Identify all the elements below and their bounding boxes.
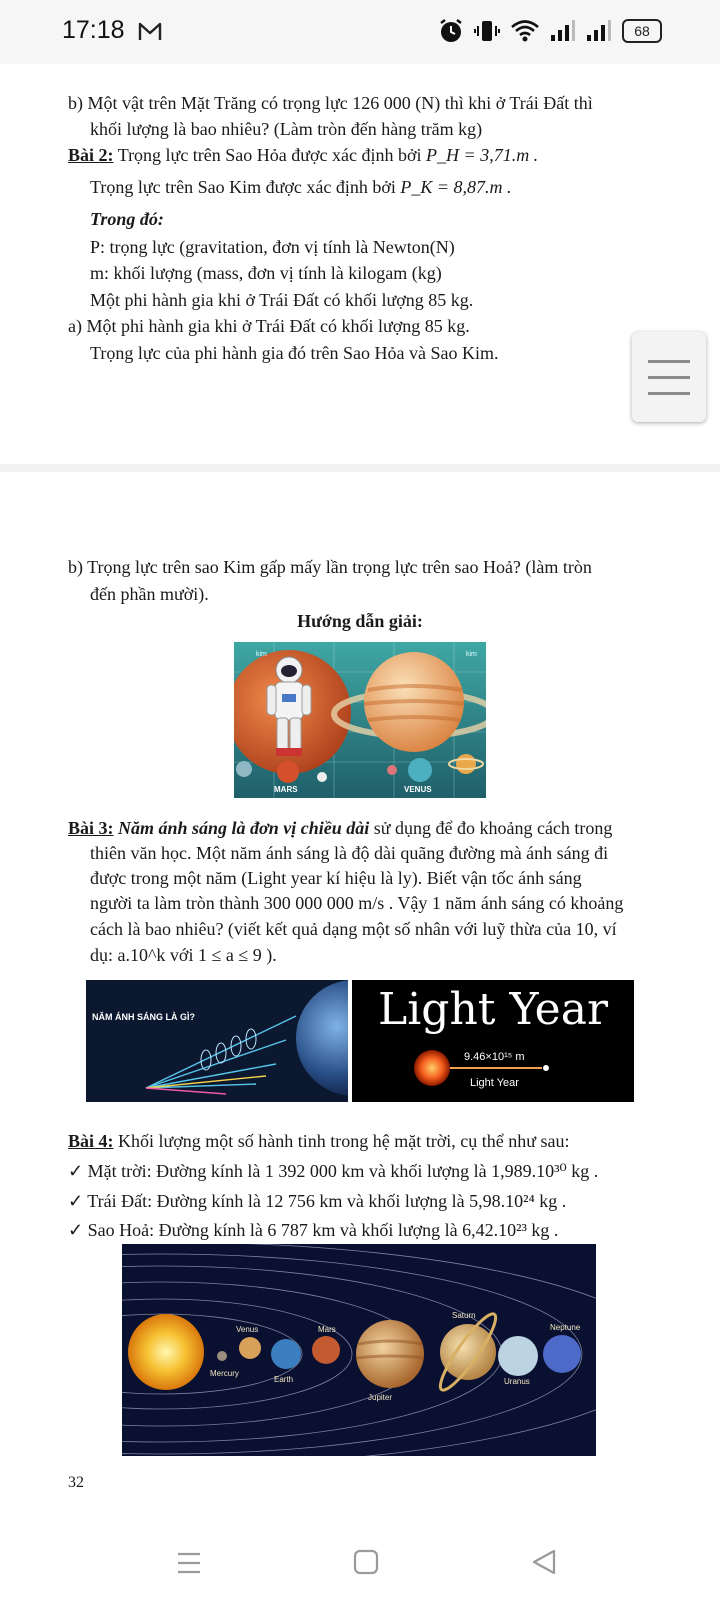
heading: Trong đó: <box>90 209 164 229</box>
planet-label: Uranus <box>504 1377 530 1386</box>
planet-label: Mercury <box>210 1369 239 1378</box>
light-year-value: 9.46×10¹⁵ m <box>464 1051 525 1063</box>
gmail-icon <box>138 20 162 42</box>
planet-label: Mars <box>318 1325 336 1334</box>
menu-line-icon <box>648 376 690 379</box>
menu-line-icon <box>648 360 690 363</box>
text-line: khối lượng là bao nhiêu? (Làm tròn đến hàng trăm kg) <box>90 119 483 139</box>
venus-label: VENUS <box>404 785 432 794</box>
part-a: a) Một phi hành gia khi ở Trái Đất có khối lượng 85 kg. <box>68 316 470 336</box>
text: sử dụng để đo khoảng cách trong <box>369 818 613 838</box>
definition-p: P: trọng lực (gravitation, đơn vị tính là Newton(N) <box>90 237 455 257</box>
signal-icon-2 <box>586 19 612 43</box>
formula: P_K = 8,87.m . <box>400 177 512 197</box>
home-icon[interactable] <box>352 1548 380 1576</box>
poster-caption: Light Year <box>470 1077 519 1089</box>
list-item: ✓ Mặt trời: Đường kính là 1 392 000 km và khối lượng là 1,989.10³⁰ kg . <box>68 1161 599 1181</box>
text-line: Trọng lực của phi hành gia đó trên Sao Hỏa và Sao Kim. <box>90 343 499 363</box>
exercise-3 <box>68 817 612 839</box>
text-line: dụ: a.10^k với 1 ≤ a ≤ 9 ). <box>90 945 277 965</box>
floating-menu-button[interactable] <box>632 332 706 422</box>
text-line <box>90 176 512 198</box>
part-b: b) Trọng lực trên sao Kim gấp mấy lần trọng lực trên sao Hoả? (làm tròn <box>68 557 592 577</box>
document-page-2 <box>0 472 720 1530</box>
back-icon[interactable] <box>530 1548 558 1576</box>
exercise-4 <box>68 1130 570 1152</box>
text-line: đến phần mười). <box>90 584 209 604</box>
bold-text: Năm ánh sáng là đơn vị chiều dài <box>118 818 370 838</box>
planet-label: Earth <box>274 1375 294 1384</box>
menu-line-icon <box>648 392 690 395</box>
exercise-label: Bài 4: <box>68 1131 114 1151</box>
recent-apps-icon[interactable] <box>176 1550 202 1576</box>
exercise-2 <box>68 144 538 166</box>
light-year-diagram <box>86 980 348 1102</box>
exercise-label: Bài 2: <box>68 145 114 165</box>
text-line: người ta làm tròn thành 300 000 000 m/s . Vậy 1 năm ánh sáng có khoảng <box>90 893 624 913</box>
page-number: 32 <box>68 1474 84 1491</box>
planet-label: Saturn <box>452 1311 476 1320</box>
mars-label: MARS <box>274 785 298 794</box>
text: Trọng lực trên Sao Hỏa được xác định bởi <box>117 145 422 165</box>
planet-label: Jupiter <box>368 1393 393 1402</box>
alarm-icon <box>438 18 464 44</box>
battery-indicator: 68 <box>622 19 662 43</box>
diagram-title: NĂM ÁNH SÁNG LÀ GÌ? <box>92 1012 195 1022</box>
light-year-poster <box>352 980 634 1102</box>
text: Trọng lực trên Sao Kim được xác định bởi <box>90 177 396 197</box>
vibrate-icon <box>474 18 500 44</box>
chart-label: kim <box>466 651 477 658</box>
guide-title: Hướng dẫn giải: <box>297 611 423 631</box>
formula: P_H = 3,71.m . <box>426 145 539 165</box>
clock: 17:18 <box>62 16 125 44</box>
status-icons <box>438 16 662 46</box>
mars-venus-illustration <box>234 642 486 798</box>
wifi-icon <box>510 18 540 44</box>
text-line: cách là bao nhiêu? (viết kết quả dạng một số nhân với luỹ thừa của 10, ví <box>90 919 617 939</box>
definition-m: m: khối lượng (mass, đơn vị tính là kilogam (kg) <box>90 263 442 283</box>
list-item: ✓ Trái Đất: Đường kính là 12 756 km và khối lượng là 5,98.10²⁴ kg . <box>68 1191 567 1211</box>
text: Khối lượng một số hành tinh trong hệ mặt trời, cụ thể như sau: <box>118 1131 570 1151</box>
text-line: b) Một vật trên Mặt Trăng có trọng lực 126 000 (N) thì khi ở Trái Đất thì <box>68 93 593 113</box>
planet-label: Venus <box>236 1325 259 1334</box>
text-line: thiên văn học. Một năm ánh sáng là độ dài quãng đường mà ánh sáng đi <box>90 843 609 863</box>
text-line: Một phi hành gia khi ở Trái Đất có khối lượng 85 kg. <box>90 290 474 310</box>
poster-title: Light Year <box>378 984 608 1035</box>
document-page-1 <box>0 64 720 464</box>
signal-icon-1 <box>550 19 576 43</box>
list-item: ✓ Sao Hoả: Đường kính là 6 787 km và khối lượng là 6,42.10²³ kg . <box>68 1220 559 1240</box>
text-line: được trong một năm (Light year kí hiệu là ly). Biết vận tốc ánh sáng <box>90 868 582 888</box>
navigation-bar <box>0 1530 720 1612</box>
solar-system-image <box>122 1244 596 1456</box>
planet-label: Neptune <box>550 1323 581 1332</box>
exercise-label: Bài 3: <box>68 818 114 838</box>
status-bar <box>0 0 720 64</box>
chart-label: kim <box>256 651 267 658</box>
